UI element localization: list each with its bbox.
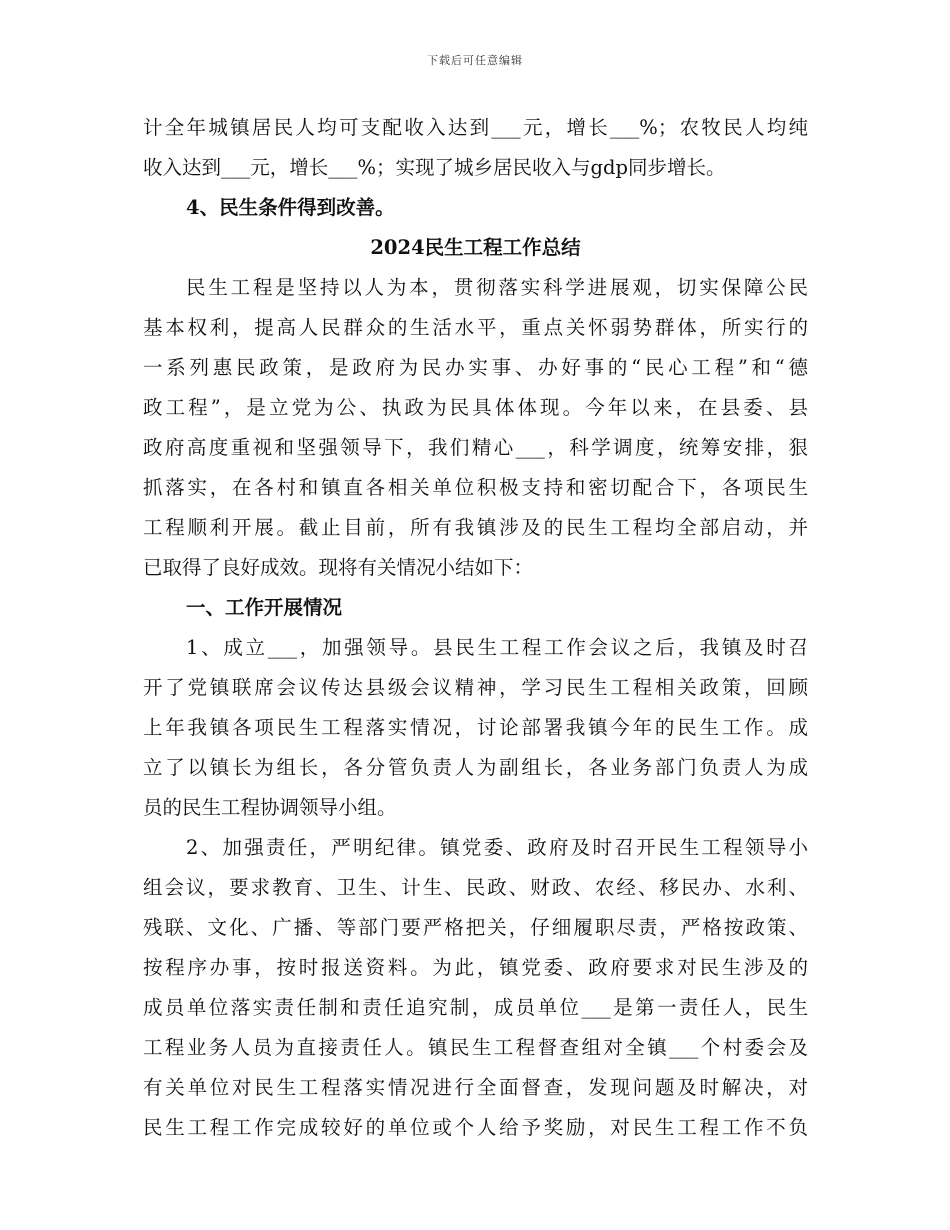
paragraph-line: 上年我镇各项民生工程落实情况，讨论部署我镇今年的民生工作。成 xyxy=(143,716,808,739)
paragraph-line: 基本权利，提高人民群众的生活水平，重点关怀弱势群体，所实行的 xyxy=(143,316,808,339)
paragraph-line: 组会议，要求教育、卫生、计生、民政、财政、农经、移民办、水利、 xyxy=(143,876,808,899)
page-header: 下载后可任意编辑 xyxy=(427,54,523,67)
paragraph-line: 1、成立___，加强领导。县民生工程工作会议之后，我镇及时召 xyxy=(186,636,808,659)
paragraph-line: 有关单位对民生工程落实情况进行全面督查，发现问题及时解决，对 xyxy=(143,1076,808,1099)
paragraph-line: 残联、文化、广播、等部门要严格把关，仔细履职尽责，严格按政策、 xyxy=(143,916,808,939)
paragraph-line: 计全年城镇居民人均可支配收入达到___元，增长___%；农牧民人均纯 xyxy=(143,116,808,139)
paragraph-line: 一系列惠民政策，是政府为民办实事、办好事的“民心工程”和“德 xyxy=(143,356,808,379)
paragraph-line: 按程序办事，按时报送资料。为此，镇党委、政府要求对民生涉及的 xyxy=(143,956,808,979)
section-heading: 一、工作开展情况 xyxy=(186,596,343,619)
paragraph-line: 工程业务人员为直接责任人。镇民生工程督查组对全镇___个村委会及 xyxy=(143,1036,808,1059)
document-title: 2024民生工程工作总结 xyxy=(370,236,581,259)
paragraph-line: 员的民生工程协调领导小组。 xyxy=(143,796,397,819)
paragraph-line: 收入达到___元，增长___%；实现了城乡居民收入与gdp同步增长。 xyxy=(143,156,726,179)
document-body xyxy=(143,108,808,1148)
paragraph-line: 成员单位落实责任制和责任追究制，成员单位___是第一责任人，民生 xyxy=(143,996,808,1019)
paragraph-line: 政工程”，是立党为公、执政为民具体体现。今年以来，在县委、县 xyxy=(143,396,808,419)
paragraph-line: 开了党镇联席会议传达县级会议精神，学习民生工程相关政策，回顾 xyxy=(143,676,808,699)
paragraph-line: 政府高度重视和坚强领导下，我们精心___，科学调度，统筹安排，狠 xyxy=(143,436,808,459)
paragraph-line: 民生工程是坚持以人为本，贯彻落实科学进展观，切实保障公民 xyxy=(186,276,808,299)
paragraph-line: 抓落实，在各村和镇直各相关单位积极支持和密切配合下，各项民生 xyxy=(143,476,808,499)
section-heading: 4、民生条件得到改善。 xyxy=(186,196,395,219)
paragraph-line: 已取得了良好成效。现将有关情况小结如下： xyxy=(143,556,534,579)
paragraph-line: 立了以镇长为组长，各分管负责人为副组长，各业务部门负责人为成 xyxy=(143,756,808,779)
paragraph-line: 工程顺利开展。截止目前，所有我镇涉及的民生工程均全部启动，并 xyxy=(143,516,808,539)
paragraph-line: 民生工程工作完成较好的单位或个人给予奖励，对民生工程工作不负 xyxy=(143,1116,808,1139)
paragraph-line: 2、加强责任，严明纪律。镇党委、政府及时召开民生工程领导小 xyxy=(186,836,808,859)
